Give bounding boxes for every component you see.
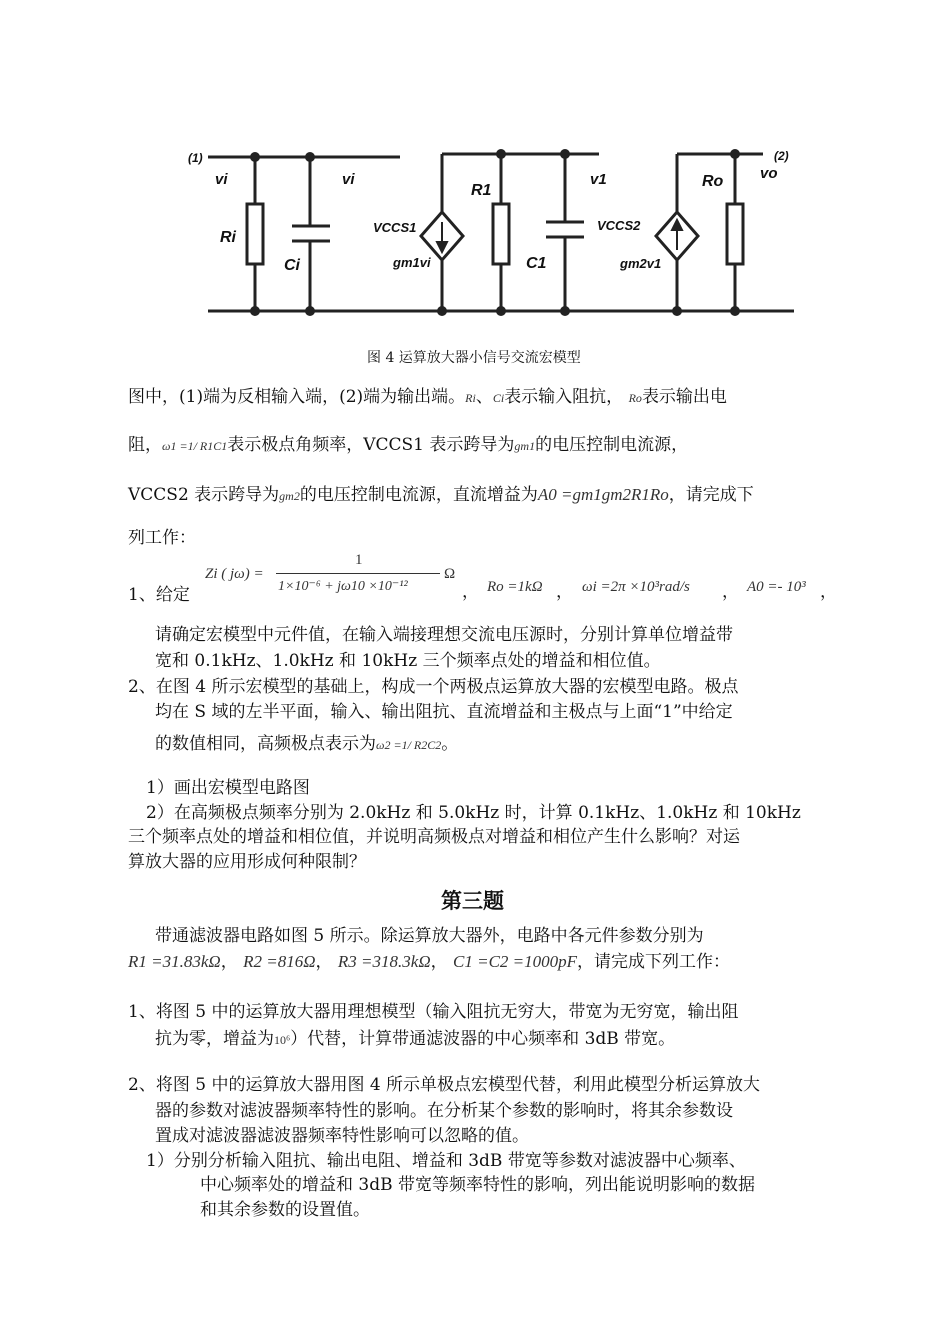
- paragraph-line: 三个频率点处的增益和相位值，并说明高频极点对增益和相位产生什么影响？对运: [128, 827, 740, 847]
- section-heading: 第三题: [441, 888, 504, 913]
- paragraph-line: 器的参数对滤波器频率特性的影响。在分析某个参数的影响时，将其余参数设: [155, 1101, 733, 1121]
- text-span: 图中，(1)端为反相输入端，(2)端为输出端。: [128, 387, 466, 407]
- paragraph-line: 带通滤波器电路如图 5 所示。除运算放大器外，电路中各元件参数分别为: [155, 926, 704, 946]
- paragraph-line: [128, 385, 727, 410]
- math-gain: 10⁶: [274, 1033, 291, 1047]
- figure-4-circuit: [180, 140, 810, 330]
- label-vccs2: VCCS2: [597, 218, 641, 233]
- paragraph-line: 1）画出宏模型电路图: [146, 778, 310, 798]
- math-wi-value: ωi =2π ×10³rad/s: [582, 579, 690, 595]
- label-vccs1: VCCS1: [373, 220, 417, 235]
- paragraph-line: 2、在图 4 所示宏模型的基础上，构成一个两极点运算放大器的宏模型电路。极点: [128, 677, 739, 697]
- math-zi-denominator: 1×10⁻⁶ + jω10 ×10⁻¹²: [278, 579, 408, 594]
- label-r1: R1: [471, 182, 492, 199]
- text-span: 阻，: [128, 435, 162, 455]
- fraction-bar: [276, 573, 440, 574]
- paragraph-line: 2）在高频极点频率分别为 2.0kHz 和 5.0kHz 时，计算 0.1kHz、1.0kHz 和 10kHz: [146, 803, 801, 823]
- paragraph-line: [155, 732, 458, 757]
- paragraph-line: 均在 S 域的左半平面，输入、输出阻抗、直流增益和主极点与上面“1”中给定: [155, 702, 733, 722]
- label-ri: Ri: [220, 229, 236, 246]
- math-gm2: gm2: [279, 489, 300, 503]
- paragraph-line: 置成对滤波器滤波器频率特性影响可以忽略的值。: [155, 1126, 529, 1146]
- paragraph-line: 算放大器的应用形成何种限制？: [128, 852, 366, 872]
- paragraph-line: [128, 950, 730, 974]
- list-item-number: 1、给定: [128, 585, 190, 605]
- text-span: 表示极点角频率，VCCS1 表示跨导为: [227, 435, 515, 455]
- label-c1: C1: [526, 255, 547, 272]
- math-r2: R2 =816Ω: [243, 952, 316, 971]
- math-w1: ω1 =1/ R1C1: [162, 439, 228, 453]
- label-vi: vi: [215, 171, 228, 188]
- text-span: VCCS2 表示跨导为: [128, 485, 280, 505]
- label-gm1vi: gm1vi: [393, 255, 431, 270]
- math-w2: ω2 =1/ R2C2: [376, 738, 442, 752]
- paragraph-line: [128, 433, 688, 458]
- text-span: 、: [475, 387, 493, 407]
- math-r3: R3 =318.3kΩ: [337, 952, 431, 971]
- label-node1: (1): [188, 151, 203, 165]
- math-zi-lhs: Zi ( jω) =: [205, 566, 264, 582]
- text-span: 的数值相同，高频极点表示为: [155, 734, 376, 754]
- paragraph-line: [155, 1027, 675, 1052]
- math-ro-value: Ro =1kΩ: [487, 579, 543, 595]
- math-a0-value: A0 =- 10³: [747, 579, 806, 595]
- text-span: 的电压控制电流源，: [535, 435, 689, 455]
- text-span: ，请完成下列工作：: [577, 952, 731, 972]
- text-comma: ，: [556, 582, 573, 602]
- text-span: ，: [430, 952, 448, 972]
- text-comma: ，: [722, 582, 739, 602]
- paragraph-line: 中心频率处的增益和 3dB 带宽等频率特性的影响，列出能说明影响的数据: [200, 1175, 755, 1195]
- text-span: ，: [220, 952, 238, 972]
- math-a0: A0 =gm1gm2R1Ro: [537, 485, 669, 504]
- math-ri: Ri: [465, 391, 476, 405]
- text-comma: ，: [820, 582, 837, 602]
- paragraph-line: 1）分别分析输入阻抗、输出电阻、增益和 3dB 带宽等参数对滤波器中心频率、: [146, 1151, 746, 1171]
- text-comma: ，: [462, 582, 479, 602]
- label-gm2v1: gm2v1: [620, 256, 662, 271]
- text-span: 抗为零，增益为: [155, 1029, 274, 1049]
- paragraph-line: 2、将图 5 中的运算放大器用图 4 所示单极点宏模型代替，利用此模型分析运算放大: [128, 1075, 761, 1095]
- math-ro: Ro: [628, 391, 642, 405]
- label-ci: Ci: [284, 257, 300, 274]
- label-vi: vi: [342, 171, 355, 188]
- text-span: ，: [315, 952, 333, 972]
- text-span: ，请完成下: [668, 485, 754, 505]
- text-span: 表示输入阻抗，: [504, 387, 624, 407]
- paragraph-line: 列工作：: [128, 528, 196, 548]
- text-span: 。: [441, 734, 459, 754]
- paragraph-line: 宽和 0.1kHz、1.0kHz 和 10kHz 三个频率点处的增益和相位值。: [155, 651, 661, 671]
- math-ci: Ci: [492, 391, 505, 405]
- math-gm1: gm1: [514, 439, 536, 453]
- math-c: C1 =C2 =1000pF: [453, 952, 578, 971]
- math-ohm: Ω: [444, 566, 456, 582]
- label-ro: Ro: [702, 173, 724, 190]
- label-vo: vo: [760, 165, 778, 182]
- paragraph-line: 1、将图 5 中的运算放大器用理想模型（输入阻抗无穷大，带宽为无穷宽，输出阻: [128, 1002, 739, 1022]
- paragraph-line: 和其余参数的设置值。: [200, 1200, 370, 1220]
- text-span: 表示输出电: [641, 387, 727, 407]
- math-zi-numerator: 1: [355, 552, 363, 568]
- text-span: 的电压控制电流源，直流增益为: [299, 485, 538, 505]
- math-r1: R1 =31.83kΩ: [128, 952, 221, 971]
- paragraph-line: 请确定宏模型中元件值，在输入端接理想交流电压源时，分别计算单位增益带: [155, 625, 733, 645]
- paragraph-line: [128, 483, 754, 508]
- text-span: ）代替，计算带通滤波器的中心频率和 3dB 带宽。: [290, 1029, 676, 1049]
- label-node2: (2): [774, 149, 789, 163]
- label-v1: v1: [590, 171, 607, 188]
- figure-caption: 图 4 运算放大器小信号交流宏模型: [367, 350, 581, 366]
